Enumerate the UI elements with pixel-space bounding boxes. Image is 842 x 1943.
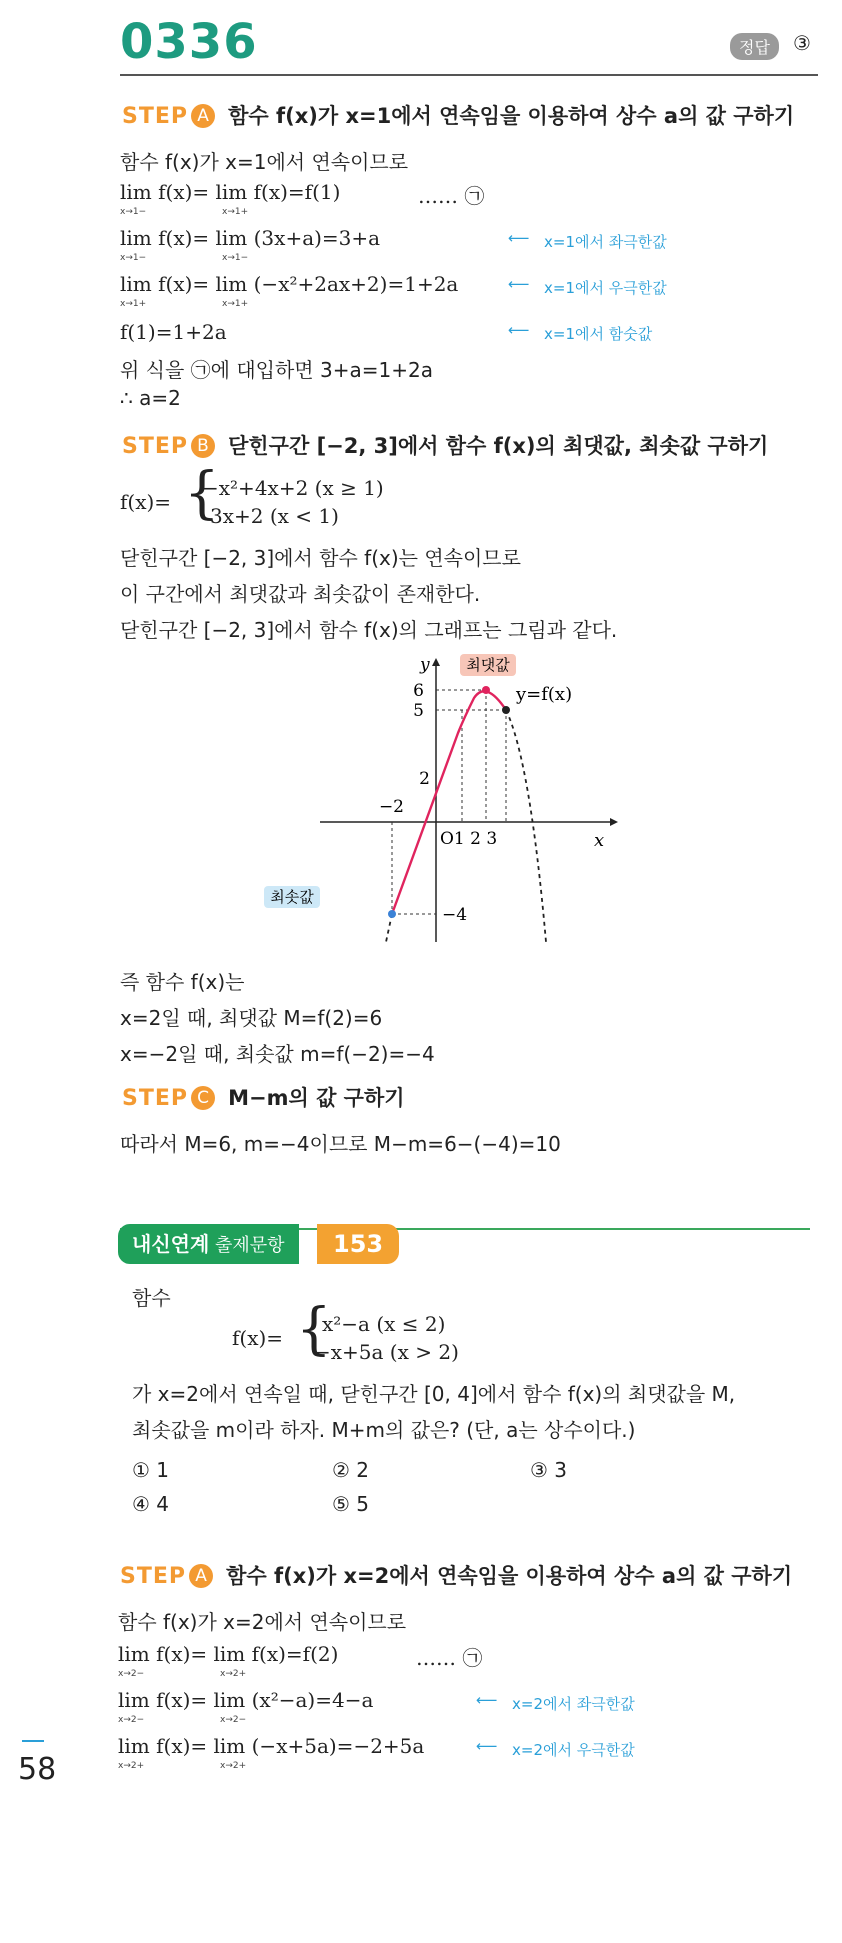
step-label: STEP [122, 104, 189, 129]
text-line: 최솟값을 m이라 하자. M+m의 값은? (단, a는 상수이다.) [132, 1418, 636, 1442]
linked-number: 153 [317, 1224, 399, 1264]
step-circle-a: A [191, 104, 215, 128]
header-divider [120, 74, 818, 76]
piecewise-case: −x+5a (x > 2) [314, 1340, 459, 1364]
annotation-note: x=2에서 좌극한값 [512, 1695, 635, 1713]
graph-curve [392, 691, 506, 914]
choice-4[interactable]: ④ 4 [132, 1492, 170, 1516]
max-point [482, 686, 490, 694]
left-arrow-icon: ⟵ [476, 1691, 498, 1709]
graph-curve-extension [506, 710, 546, 942]
limit-subscript: x→2− [220, 1715, 247, 1725]
y-axis-label: y [420, 655, 430, 675]
piecewise-lhs: f(x)= [232, 1326, 284, 1350]
step-circle-b: B [191, 434, 215, 458]
step-title: 함수 f(x)가 x=1에서 연속임을 이용하여 상수 a의 값 구하기 [228, 104, 795, 128]
min-point [388, 910, 396, 918]
text-line: 함수 f(x)가 x=2에서 연속이므로 [118, 1610, 407, 1634]
tick-label: O1 2 3 [440, 829, 498, 849]
annotation-note: x=1에서 우극한값 [544, 279, 667, 297]
y-axis-arrow-icon [432, 658, 440, 666]
text-line: 따라서 M=6, m=−4이므로 M−m=6−(−4)=10 [120, 1132, 561, 1156]
answer-value: ③ [793, 31, 811, 55]
annotation-note: x=1에서 함숫값 [544, 325, 653, 343]
limit-subscript: x→1+ [222, 207, 249, 217]
limit-subscript: x→2+ [220, 1761, 247, 1771]
choice-2[interactable]: ② 2 [332, 1458, 370, 1482]
page-number: 58 [18, 1752, 57, 1787]
annotation-note: x=2에서 우극한값 [512, 1741, 635, 1759]
left-arrow-icon: ⟵ [508, 229, 530, 247]
piecewise-case: −x²+4x+2 (x ≥ 1) [202, 476, 384, 500]
function-graph [270, 650, 630, 950]
limit-subscript: x→2+ [220, 1669, 247, 1679]
max-tag: 최댓값 [466, 656, 510, 674]
limit-equation: lim f(x)= lim (3x+a)=3+a [120, 226, 381, 250]
limit-equation: lim f(x)= lim f(x)=f(2) [118, 1642, 339, 1666]
graph-curve-extension [386, 914, 392, 942]
piecewise-lhs: f(x)= [120, 490, 172, 514]
step-label: STEP [120, 1564, 187, 1589]
tick-label: 5 [413, 701, 424, 721]
text-line: 닫힌구간 [−2, 3]에서 함수 f(x)는 연속이므로 [120, 546, 521, 570]
step-circle-c: C [191, 1086, 215, 1110]
x-axis-arrow-icon [610, 818, 618, 826]
step-title: 닫힌구간 [−2, 3]에서 함수 f(x)의 최댓값, 최솟값 구하기 [228, 434, 769, 458]
end-point [502, 706, 510, 714]
step-label: STEP [122, 1086, 189, 1111]
step-c-heading [122, 1082, 405, 1112]
text-line: 즉 함수 f(x)는 [120, 970, 245, 994]
step-label: STEP [122, 434, 189, 459]
limit-subscript: x→1+ [120, 299, 147, 309]
limit-subscript: x→1− [120, 253, 147, 263]
tick-label: −2 [378, 797, 404, 817]
left-arrow-icon: ⟵ [508, 275, 530, 293]
choice-5[interactable]: ⑤ 5 [332, 1492, 370, 1516]
limit-subscript: x→2− [118, 1715, 145, 1725]
equation-reference: …… ㉠ [416, 1646, 483, 1670]
brace-icon: { [296, 1297, 332, 1362]
linked-tab-label: 내신연계 [132, 1232, 210, 1256]
text-line: 위 식을 ㉠에 대입하면 3+a=1+2a [120, 358, 433, 382]
equation-reference: …… ㉠ [418, 184, 485, 208]
curve-label: y=f(x) [516, 684, 573, 705]
limit-subscript: x→2+ [118, 1761, 145, 1771]
step-a-heading [122, 100, 794, 130]
step-b-heading [122, 430, 768, 460]
step-title: M−m의 값 구하기 [228, 1086, 405, 1110]
text-line: x=−2일 때, 최솟값 m=f(−2)=−4 [120, 1042, 435, 1066]
limit-subscript: x→1− [120, 207, 147, 217]
piecewise-case: x²−a (x ≤ 2) [322, 1312, 446, 1336]
tick-label: −4 [442, 905, 468, 925]
tick-label: 2 [419, 769, 430, 789]
text-line: 함수 [132, 1286, 171, 1310]
limit-subscript: x→1+ [222, 299, 249, 309]
text-line: 닫힌구간 [−2, 3]에서 함수 f(x)의 그래프는 그림과 같다. [120, 618, 618, 642]
step-a2-heading [120, 1560, 792, 1590]
piecewise-case: 3x+2 (x < 1) [210, 504, 339, 528]
annotation-note: x=1에서 좌극한값 [544, 233, 667, 251]
step-circle-a: A [189, 1564, 213, 1588]
left-arrow-icon: ⟵ [476, 1737, 498, 1755]
guide-lines [392, 690, 506, 914]
text-line: ∴ a=2 [120, 386, 181, 410]
x-axis-label: x [594, 830, 605, 851]
function-value: f(1)=1+2a [120, 320, 227, 344]
text-line: 가 x=2에서 연속일 때, 닫힌구간 [0, 4]에서 함수 f(x)의 최댓값을 M, [132, 1382, 736, 1406]
answer-badge: 정답 [730, 33, 779, 60]
tick-label: 6 [413, 681, 424, 701]
page-number-rule [22, 1740, 44, 1742]
limit-equation: lim f(x)= lim (x²−a)=4−a [118, 1688, 374, 1712]
text-line: x=2일 때, 최댓값 M=f(2)=6 [120, 1006, 383, 1030]
limit-equation: lim f(x)= lim (−x+5a)=−2+5a [118, 1734, 425, 1758]
limit-subscript: x→1− [222, 253, 249, 263]
limit-subscript: x→2− [118, 1669, 145, 1679]
choice-3[interactable]: ③ 3 [530, 1458, 568, 1482]
min-tag: 최솟값 [270, 888, 314, 906]
linked-tab-sublabel: 출제문항 [209, 1235, 285, 1256]
text-line: 이 구간에서 최댓값과 최솟값이 존재한다. [120, 582, 481, 606]
limit-equation: lim f(x)= lim (−x²+2ax+2)=1+2a [120, 272, 459, 296]
problem-number: 0336 [120, 14, 258, 70]
choice-1[interactable]: ① 1 [132, 1458, 170, 1482]
left-arrow-icon: ⟵ [508, 321, 530, 339]
brace-icon: { [184, 461, 220, 526]
step-title: 함수 f(x)가 x=2에서 연속임을 이용하여 상수 a의 값 구하기 [226, 1564, 793, 1588]
linked-tab [118, 1224, 299, 1264]
limit-equation: lim f(x)= lim f(x)=f(1) [120, 180, 341, 204]
text-line: 함수 f(x)가 x=1에서 연속이므로 [120, 150, 409, 174]
